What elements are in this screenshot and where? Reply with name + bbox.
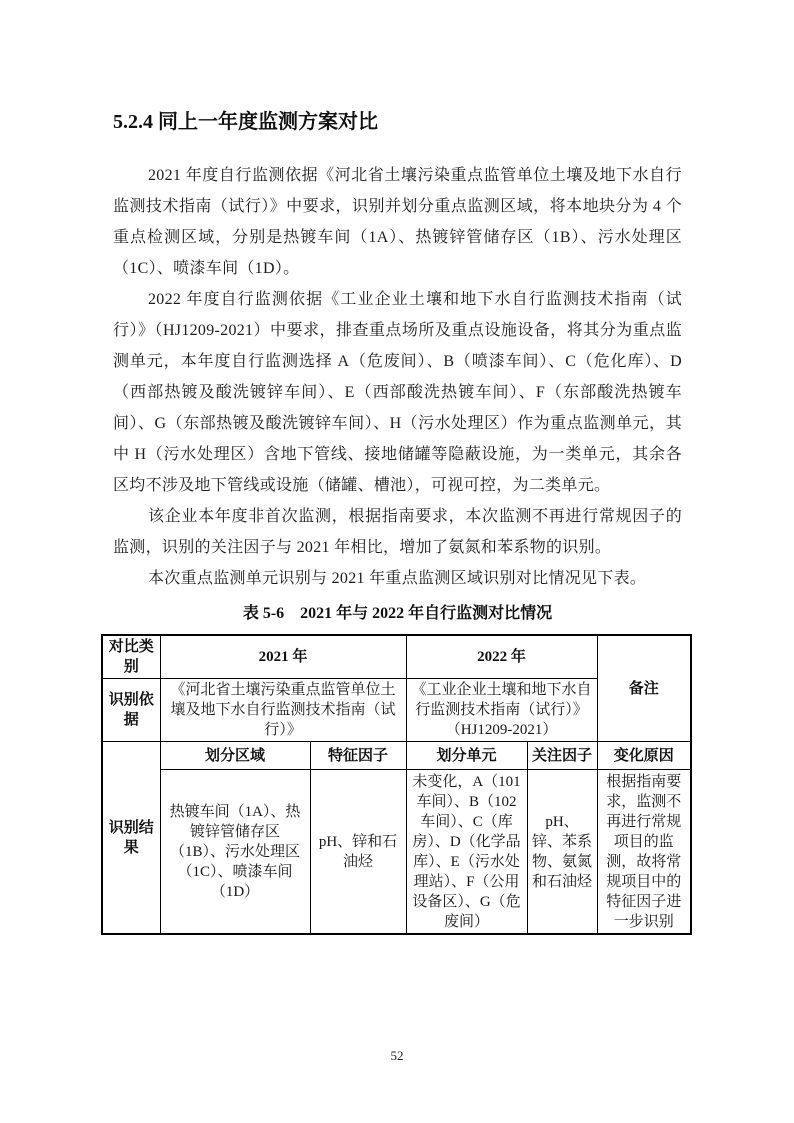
table-cell-subheader-reason: 变化原因 <box>597 742 691 770</box>
table-cell-subheader-factor-2022: 关注因子 <box>527 742 597 770</box>
table-cell-year-2021: 2021 年 <box>160 635 406 679</box>
table-cell-subheader-region: 划分区域 <box>160 742 310 770</box>
table-cell-basis-label: 识别依据 <box>102 679 160 742</box>
table-cell-subheader-factor-2021: 特征因子 <box>310 742 406 770</box>
table-cell-corner-label: 对比类别 <box>102 635 160 679</box>
body-paragraph-3: 该企业本年度非首次监测，根据指南要求，本次监测不再进行常规因子的监测，识别的关注因子与 2021 年相比，增加了氨氮和苯系物的识别。 <box>113 508 682 556</box>
table-cell-change-reason: 根据指南要求，监测不再进行常规项目的监测，故将常规项目中的特征因子进一步识别 <box>597 770 691 935</box>
table-cell-result-label: 识别结果 <box>102 742 160 935</box>
table-cell-result-factors-2021: pH、锌和石油烃 <box>310 770 406 935</box>
table-cell-subheader-unit: 划分单元 <box>406 742 527 770</box>
table-caption: 表 5-6 2021 年与 2022 年自行监测对比情况 <box>242 605 553 622</box>
page-number: 52 <box>390 1048 404 1063</box>
body-paragraph-2: 2022 年度自行监测依据《工业企业土壤和地下水自行监测技术指南（试行）》（HJ1209-2021）中要求，排查重点场所及重点设施设备，将其分为重点监测单元，本年度自行监测选择 A（危废间）、B（喷漆车间）、C（危化库）、D（西部热镀及酸洗镀锌车间）、E（西部酸洗热镀车间）、F（东部酸洗热镀车间）、G（东部热镀及酸洗镀锌车间）、H（污水处理区）作为重点监测单元，其中 H（污水处理区）含地下管线、接地储罐等隐蔽设施，为一类单元，其余各区均不涉及地下管线或设施（储罐、槽池），可视可控，为二类单元。 <box>113 291 682 494</box>
table-cell-result-regions-2021: 热镀车间（1A）、热镀锌管储存区（1B）、污水处理区（1C）、喷漆车间（1D） <box>160 770 310 935</box>
table-cell-basis-2021: 《河北省土壤污染重点监管单位土壤及地下水自行监测技术指南（试行）》 <box>160 679 406 742</box>
body-paragraph-4: 本次重点监测单元识别与 2021 年重点监测区域识别对比情况见下表。 <box>148 570 647 587</box>
table-cell-remark: 备注 <box>597 635 691 742</box>
table-cell-basis-2022: 《工业企业土壤和地下水自行监测技术指南（试行）》（HJ1209-2021） <box>406 679 597 742</box>
table-row-result <box>102 770 691 935</box>
comparison-table <box>101 634 692 935</box>
table-row-subheader <box>102 742 691 770</box>
body-paragraph-1: 2021 年度自行监测依据《河北省土壤污染重点监管单位土壤及地下水自行监测技术指南（试行）》中要求，识别并划分重点监测区域，将本地块分为 4 个重点检测区域，分别是热镀车间（1A）、热镀锌管储存区（1B）、污水处理区（1C）、喷漆车间（1D）。 <box>113 167 682 277</box>
table-cell-year-2022: 2022 年 <box>406 635 597 679</box>
table-cell-result-factors-2022: pH、锌、苯系物、氨氮和石油烃 <box>527 770 597 935</box>
section-heading: 5.2.4 同上一年度监测方案对比 <box>113 111 378 133</box>
comparison-table-wrapper <box>101 634 690 935</box>
table-row-category <box>102 635 691 679</box>
table-cell-result-units-2022: 未变化，A（101 车间）、B（102 车间）、C（库房）、D（化学品库）、E（污水处理站）、F（公用设备区）、G（危废间） <box>406 770 527 935</box>
